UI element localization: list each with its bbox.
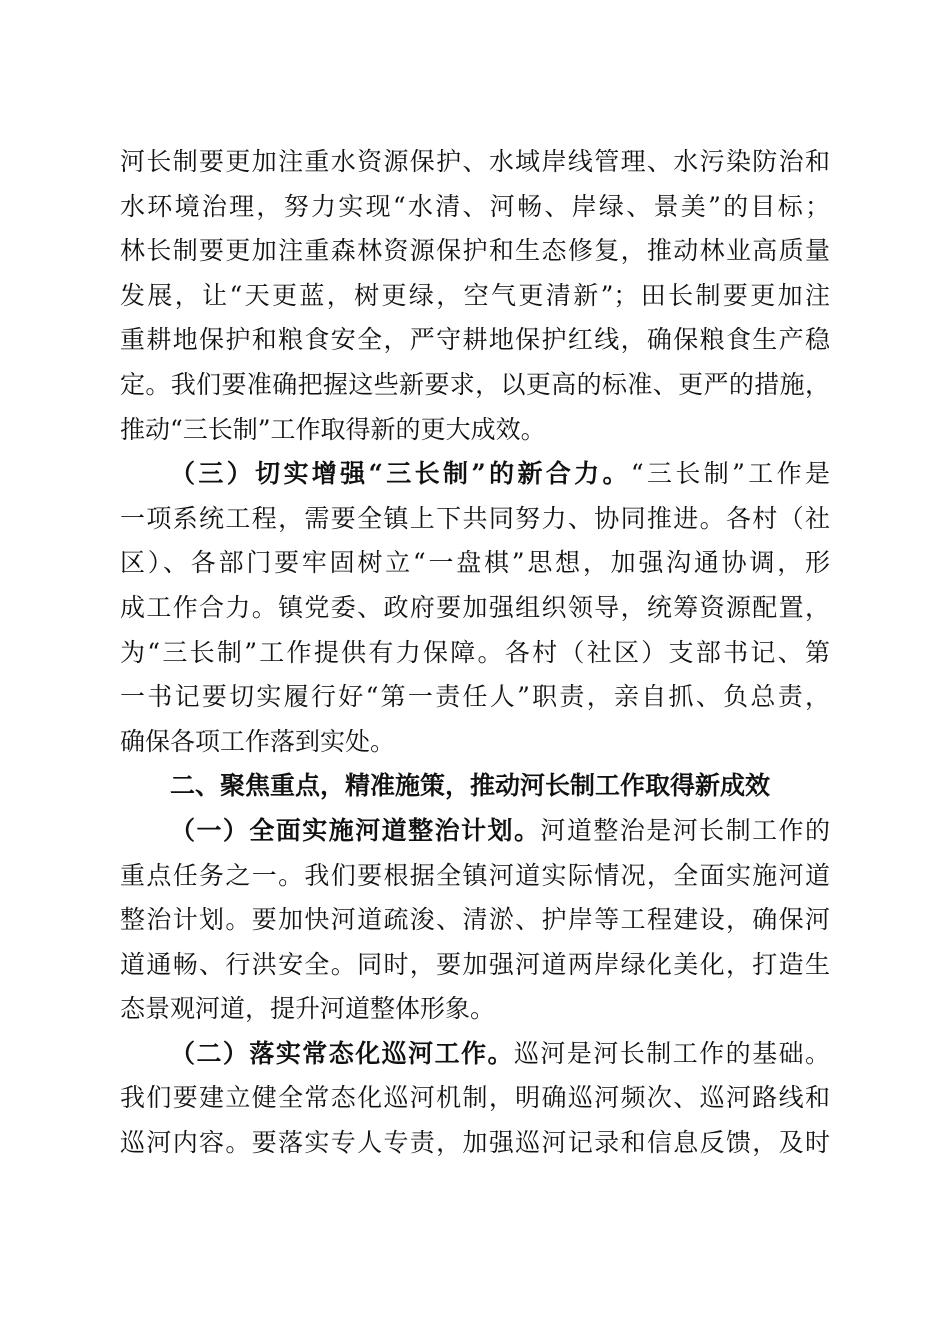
text-line: 定。我们要准确把握这些新要求，以更高的标准、更严的措施， (120, 369, 830, 399)
subheading-synergy: （三）切实增强“三长制”的新合力。 (170, 459, 631, 489)
text-line: 推动“三长制”工作取得新的更大成效。 (120, 414, 546, 444)
text-line: 林长制要更加注重森林资源保护和生态修复，推动林业高质量 (120, 236, 830, 266)
subheading-river-patrol: （二）落实常态化巡河工作。 (170, 1038, 514, 1068)
text-line: 河长制要更加注重水资源保护、水域岸线管理、水污染防治和 (120, 147, 830, 176)
subheading-river-regulation: （一）全面实施河道整治计划。 (170, 815, 541, 845)
paragraph-first-line (120, 452, 830, 497)
text-line: 区）、各部门要牢固树立“一盘棋”思想，加强沟通协调，形 (120, 548, 830, 578)
text-line: 确保各项工作落到实处。 (120, 726, 396, 756)
text-line: 一项系统工程，需要全镇上下共同努力、协同推进。各村（社 (120, 503, 830, 533)
paragraph-river-patrol (120, 1032, 830, 1166)
paragraph-river-regulation (120, 809, 830, 1032)
document-body (120, 140, 830, 1166)
text-run: 巡河是河长制工作的基础。 (513, 1038, 830, 1068)
paragraph-first-line (120, 809, 830, 854)
paragraph-synergy (120, 452, 830, 764)
text-line: 成工作合力。镇党委、政府要加强组织领导，统筹资源配置， (120, 592, 830, 622)
text-run: “三长制”工作是 (630, 459, 830, 489)
text-line: 重点任务之一。我们要根据全镇河道实际情况，全面实施河道 (120, 860, 830, 890)
section-heading: 二、聚焦重点，精准施策，推动河长制工作取得新成效 (170, 771, 771, 801)
text-run: 河道整治是河长制工作的 (540, 815, 830, 845)
text-line: 巡河内容。要落实专人专责，加强巡河记录和信息反馈，及时 (120, 1128, 830, 1158)
text-line: 一书记要切实履行好“第一责任人”职责，亲自抓、负总责， (120, 682, 830, 712)
text-line: 重耕地保护和粮食安全，严守耕地保护红线，确保粮食生产稳 (120, 325, 830, 355)
paragraph-continuation (120, 140, 830, 452)
text-line: 整治计划。要加快河道疏浚、清淤、护岸等工程建设，确保河 (120, 905, 830, 935)
paragraph-first-line (120, 1032, 830, 1077)
text-line: 道通畅、行洪安全。同时，要加强河道两岸绿化美化，打造生 (120, 949, 830, 979)
text-line: 水环境治理，努力实现“水清、河畅、岸绿、景美”的目标； (120, 191, 830, 221)
text-line: 我们要建立健全常态化巡河机制，明确巡河频次、巡河路线和 (120, 1083, 830, 1113)
text-line: 态景观河道，提升河道整体形象。 (120, 994, 496, 1024)
text-line: 为“三长制”工作提供有力保障。各村（社区）支部书记、第 (120, 637, 830, 667)
text-line: 发展，让“天更蓝，树更绿，空气更清新”；田长制要更加注 (120, 280, 830, 310)
